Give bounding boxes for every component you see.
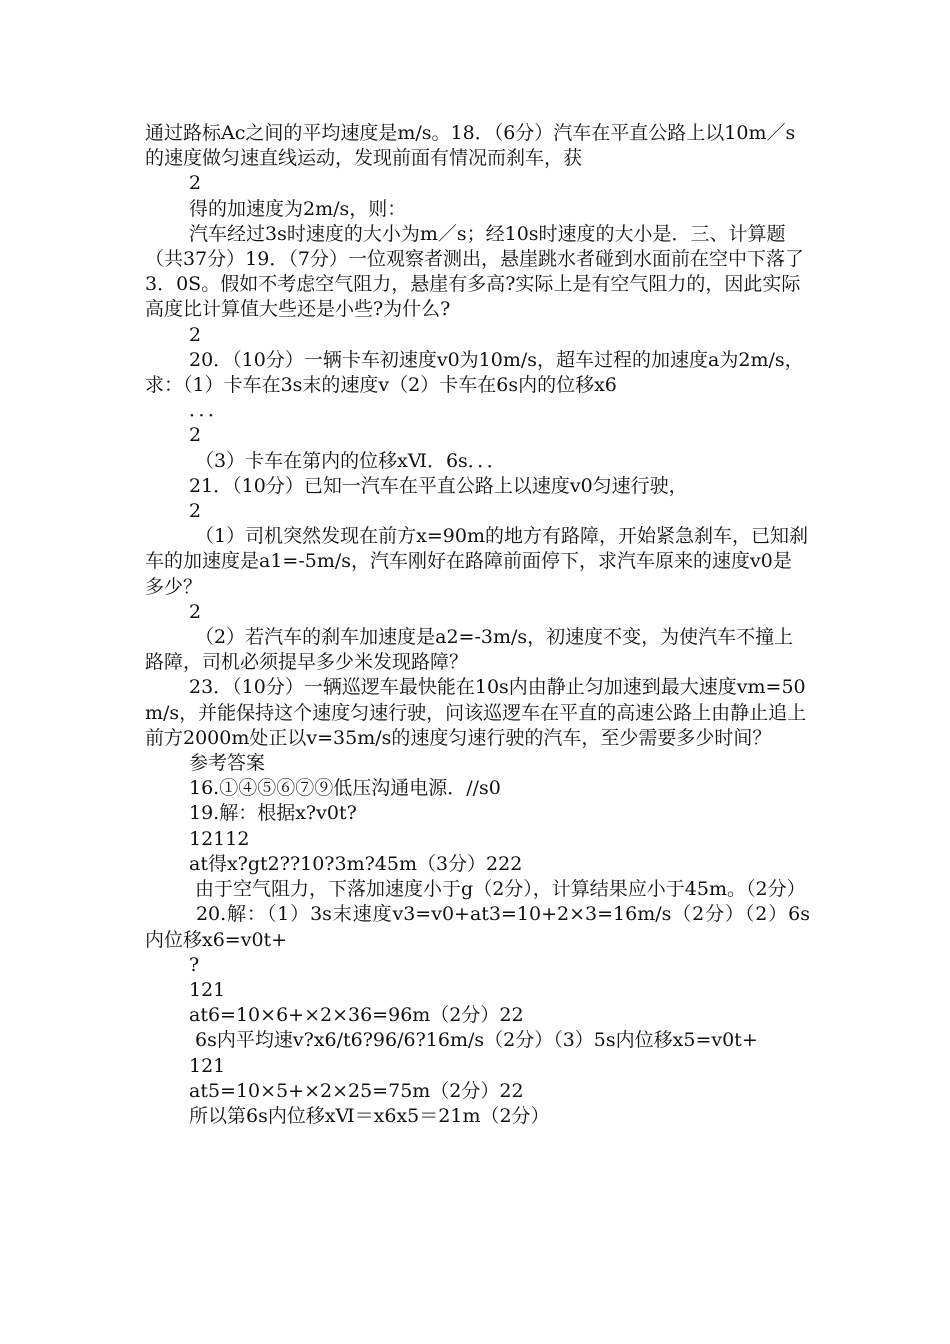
paragraph: 20.解：（1）3s末速度v3=v0+at3=10+2×3=16m/s（2分）（2）6s内位移x6=v0t+ [145,903,810,951]
paragraph: 由于空气阻力，下落加速度小于g（2分），计算结果应小于45m。（2分） [189,878,806,901]
paragraph: 参考答案 [189,752,266,775]
paragraph: 19.解：根据x?v0t? [189,802,357,825]
paragraph: 20．（10分）一辆卡车初速度v0为10m/s，超车过程的加速度a为2m/s，求：（1）卡车在3s末的速度v（2）卡车在6s内的位移x6 [145,348,804,397]
paragraph: at5=10×5+×2×25=75m（2分）22 [189,1079,524,1102]
paragraph: （3）卡车在第内的位移xⅥ．6s．．． [189,449,506,472]
paragraph: 所以第6s内位移xⅥ＝x6x5＝21m（2分） [189,1104,550,1127]
paragraph: （2）若汽车的刹车加速度是a2=-3m/s，初速度不变，为使汽车不撞上路障，司机必须提早多少米发现路障？ [145,626,794,674]
paragraph: 汽车经过3s时速度的大小为m／s；经10s时速度的大小是．三、计算题（共37分）19．（7分）一位观察者测出，悬崖跳水者碰到水面前在空中下落了3．0S。假如不考虑空气阻力，悬崖有多高?实际上是有空气阻力的，因此实际高度比计算值大些还是小些?为什么? [145,222,804,321]
paragraph: 121 [189,1054,226,1077]
paragraph: at6=10×6+×2×36=96m（2分）22 [189,1004,524,1027]
document-body [145,121,810,1129]
paragraph: 6s内平均速v?x6/t6?96/6?16m/s（2分）（3）5s内位移x5=v0t+ [189,1029,758,1052]
paragraph: 23．（10分）一辆巡逻车最快能在10s内由静止匀加速到最大速度vm=50m/s，并能保持这个速度匀速行驶，问该巡逻车在平直的高速公路上由静止追上前方2000m处正以v=35m/s的速度匀速行驶的汽车，至少需要多少时间？ [145,676,807,749]
paragraph: 2 [189,600,202,623]
paragraph: 得的加速度为2m/s，则： [189,197,407,220]
paragraph: 2 [189,500,202,523]
paragraph: ．．． [189,399,228,422]
paragraph: 12112 [189,827,250,850]
paragraph: 21．（10分）已知一汽车在平直公路上以速度v0匀速行驶， [189,474,688,497]
paragraph: 2 [189,323,202,346]
paragraph: 2 [189,172,202,195]
paragraph: 2 [189,424,202,447]
paragraph: 16.①④⑤⑥⑦⑨低压沟通电源．//s0 [189,777,501,800]
paragraph: at得x?gt2??10?3m?45m（3分）222 [189,852,523,875]
paragraph: （1）司机突然发现在前方x=90m的地方有路障，开始紧急刹车，已知刹车的加速度是a1=-5m/s，汽车刚好在路障前面停下，求汽车原来的速度v0是多少？ [145,525,808,598]
paragraph: ? [189,953,200,976]
paragraph: 121 [189,978,226,1001]
paragraph: 通过路标Ac之间的平均速度是m/s。18．（6分）汽车在平直公路上以10m／s的速度做匀速直线运动，发现前面有情况而刹车，获 [145,122,796,170]
